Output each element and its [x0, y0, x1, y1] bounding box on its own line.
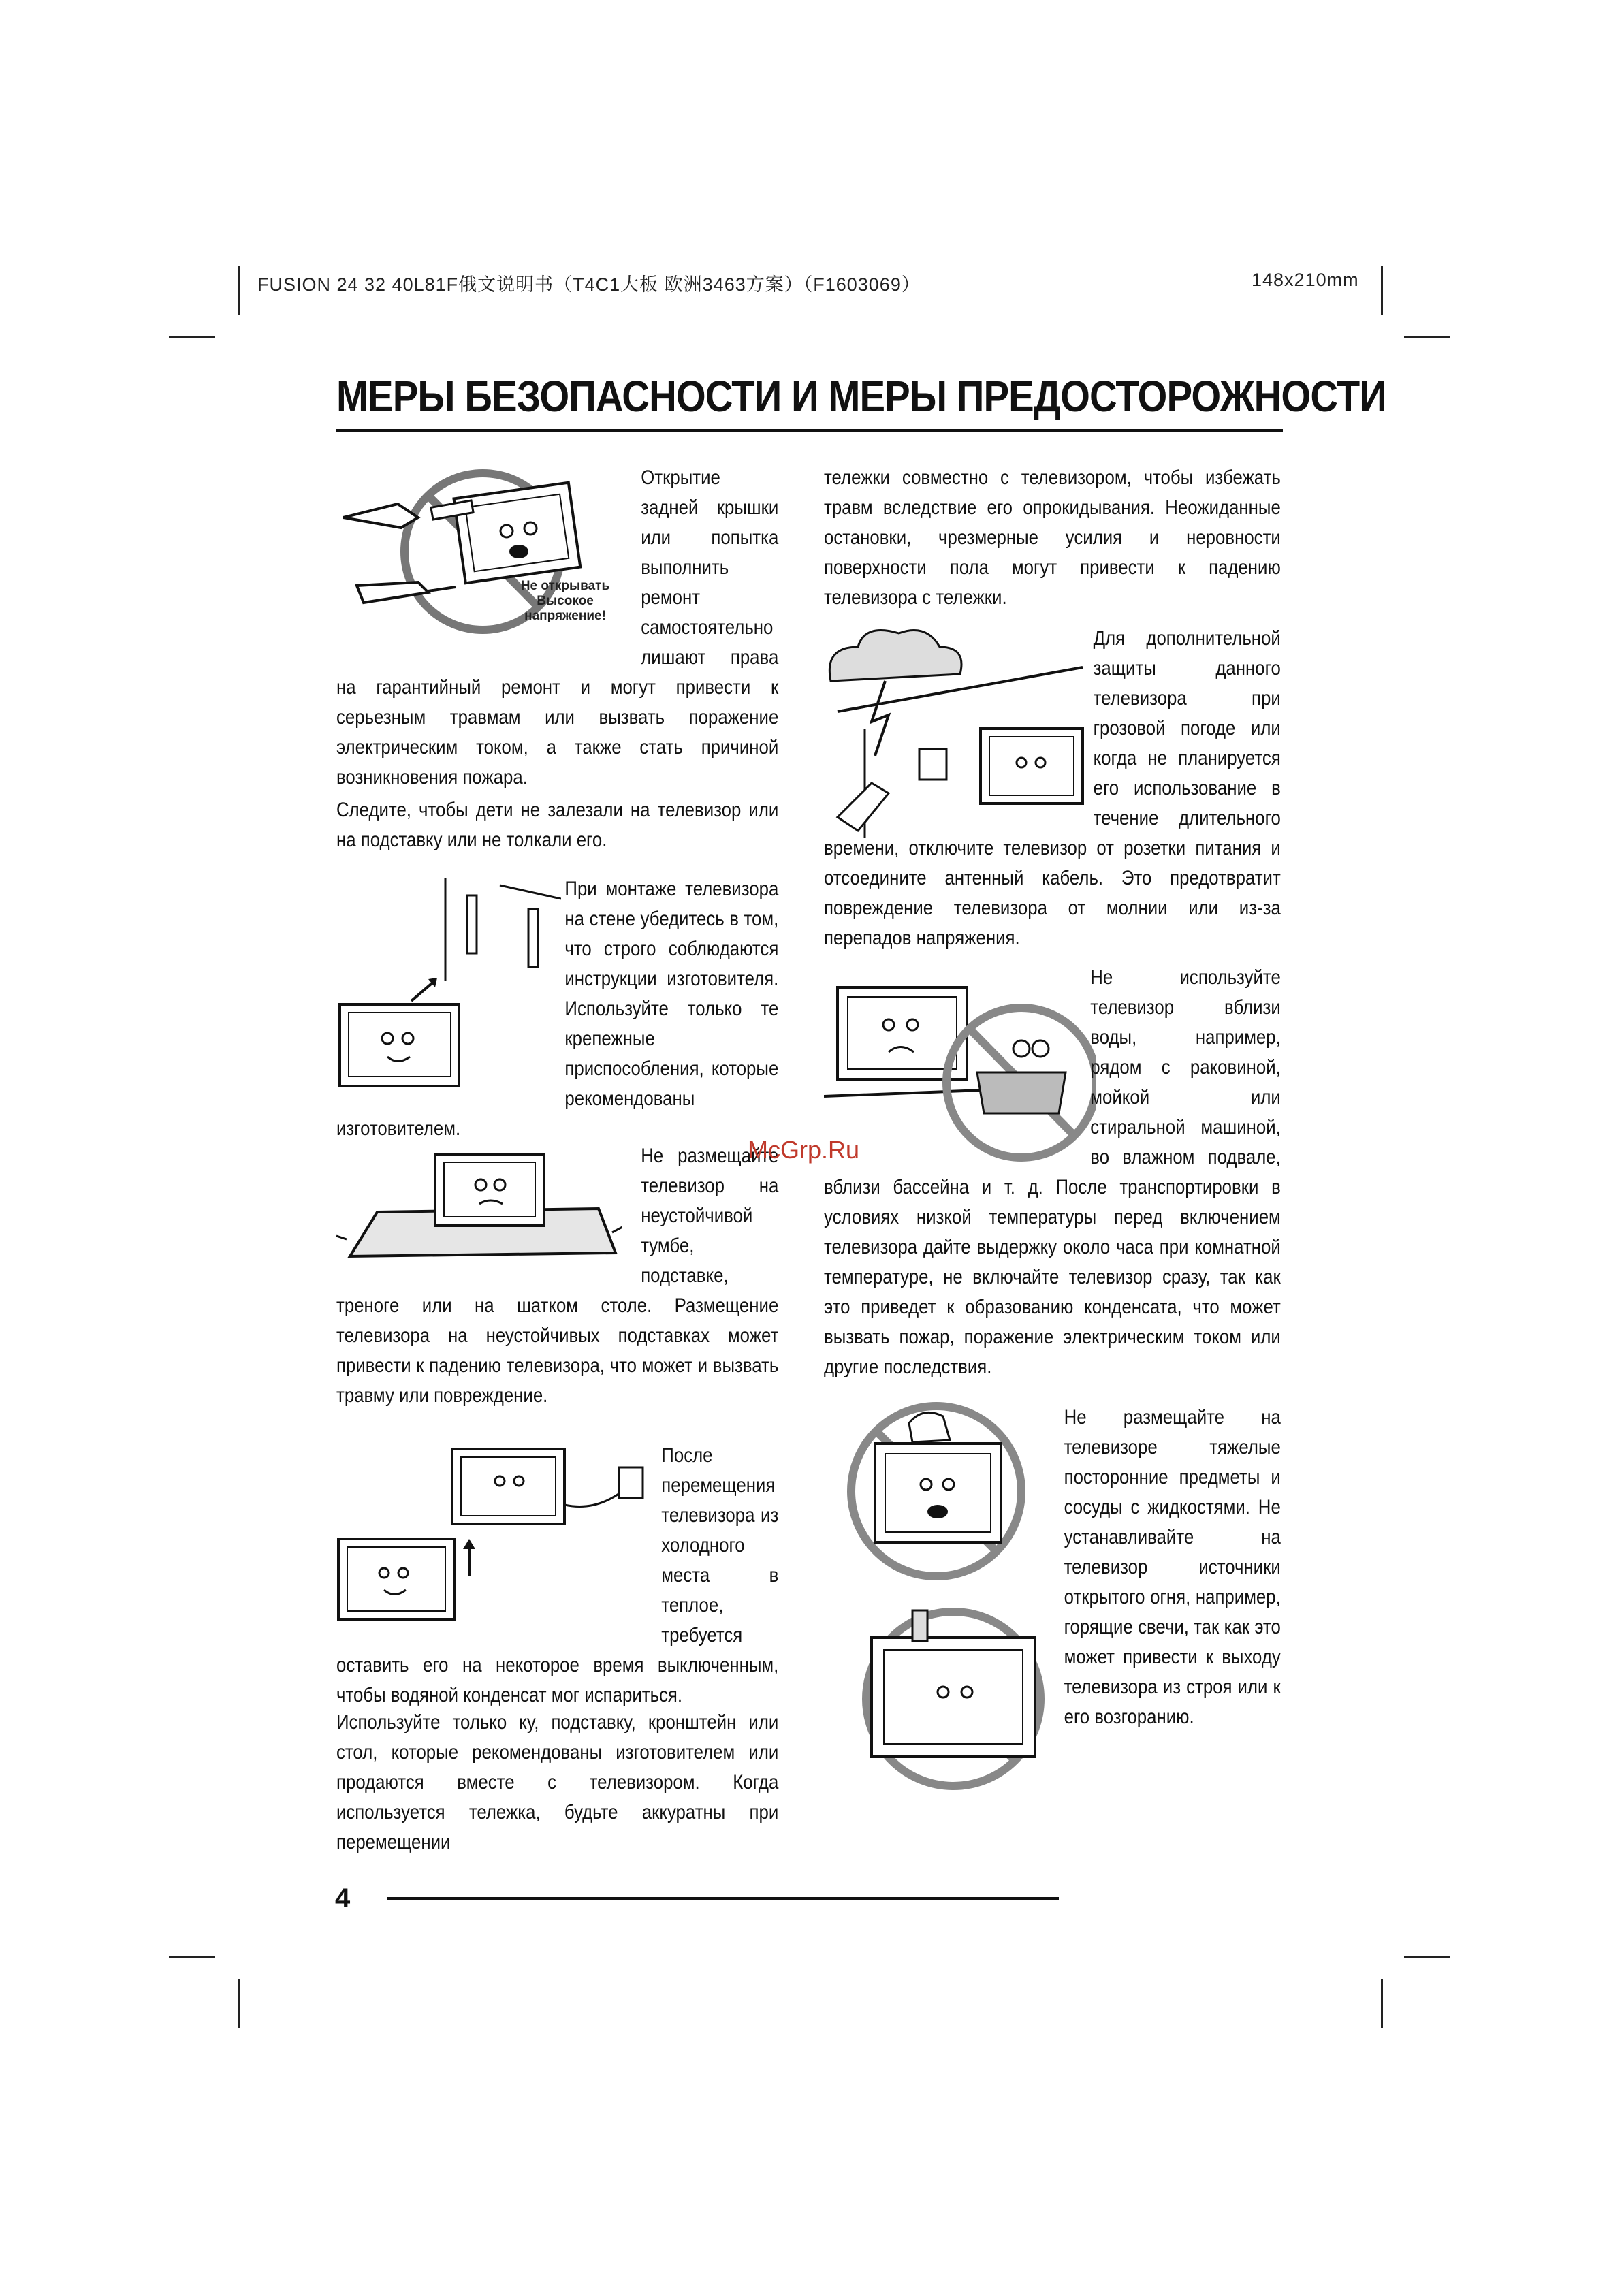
paragraph-unstable-stand — [336, 1141, 778, 1411]
float-spacer — [336, 1141, 641, 1291]
paragraph-text: При монтаже телевизора на стене убедитесь в том, что строго соблюдаются инструкции изготовителя. Используйте только те крепежные приспособления, которые рекомендованы изготовителем. — [336, 878, 779, 1140]
watermark-text: McGrp.Ru — [748, 1136, 860, 1164]
paragraph-back-cover — [336, 463, 778, 793]
title-underline — [336, 429, 1283, 432]
page-title: МЕРЫ БЕЗОПАСНОСТИ И МЕРЫ ПРЕДОСТОРОЖНОСТИ — [336, 372, 1386, 421]
float-spacer — [336, 463, 641, 647]
float-spacer — [336, 874, 564, 1114]
warning-caption: Не открывать Высокое напряжение! — [520, 579, 610, 623]
crop-mark — [238, 1979, 240, 2028]
float-spacer — [336, 1441, 661, 1631]
footer-rule — [387, 1897, 1059, 1900]
crop-mark — [169, 1956, 215, 1958]
paragraph-text: Не используйте телевизор вблизи воды, например, рядом с раковиной, мойкой или стиральной машиной, во влажном подвале, вблизи бассейна и т. д. После транспортировки в условиях низкой температуры перед включением телевизора дайте выдержку около часа при комнатной температуре, не включайте телевизор сразу, так как это приведет к образованию конденсата, что может вызвать пожар, поражение электрическим током или другие последствия. — [824, 966, 1281, 1378]
paragraph-text: Не размещайте на телевизоре тяжелые посторонние предметы и сосуды с жидкостями. Не устанавливайте на телевизор источники открытого огня, например, горящие свечи, так как это может привести к выходу телевизора из строя или к его возгоранию. — [1064, 1406, 1281, 1728]
float-spacer — [824, 963, 1090, 1171]
paragraph-cart: тележки совместно с телевизором, чтобы избежать травм вследствие его опрокидывания. Неожиданные остановки, чрезмерные усилия и неровности поверхности пола могут привести к падению телевизора с тележки. — [824, 466, 1281, 609]
paragraph-children: Следите, чтобы дети не залезали на телевизор или на подставку или не толкали его. — [336, 799, 779, 851]
paragraph-lightning — [824, 624, 1281, 953]
crop-mark — [169, 336, 215, 338]
paragraph-text: После перемещения телевизора из холодного места в теплое, требуется оставить его на некоторое время выключенным, чтобы водяной конденсат мог испариться. — [336, 1444, 779, 1706]
crop-mark — [238, 266, 240, 315]
paragraph-water — [824, 963, 1281, 1382]
float-spacer — [824, 1403, 1064, 1811]
crop-mark — [1381, 1979, 1383, 2028]
paragraph-heavy-objects — [824, 1403, 1281, 1811]
paragraph-text: Не размещайте телевизор на неустойчивой тумбе, подставке, треноге или на шатком столе. Размещение телевизора на неустойчивых подставках может привести к падению телевизора, что может и вызвать травму или повреждение. — [336, 1145, 779, 1407]
paragraph-accessories: Используйте только ку, подставку, кронштейн или стол, которые рекомендованы изготовителем или продаются вместе с телевизором. Когда используется тележка, будьте аккуратны при перемещении — [336, 1711, 779, 1853]
document-code: FUSION 24 32 40L81F俄文说明书（T4C1大板 欧洲3463方案）（F1603069） — [257, 274, 921, 295]
crop-mark — [1381, 266, 1383, 315]
float-spacer — [824, 624, 1094, 833]
paragraph-cold-to-warm — [336, 1441, 778, 1710]
page-size-label: 148x210mm — [1252, 270, 1359, 290]
paragraph-wall-mount — [336, 874, 778, 1144]
crop-mark — [1404, 1956, 1450, 1958]
paragraph-text: Для дополнительной защиты данного телевизора при грозовой погоде или когда не планируется его использование в течение длительного времени, отключите телевизор от розетки питания и отсоедините антенный кабель. Это предотвратит повреждение телевизора от молнии или из-за перепадов напряжения. — [824, 627, 1281, 949]
paragraph-text: Открытие задней крышки или попытка выполнить ремонт самостоятельно лишают права на гарантийный ремонт и могут привести к серьезным травмам или вызвать поражение электрическим током, а также стать причиной возникновения пожара. — [336, 466, 779, 788]
page-number: 4 — [335, 1883, 351, 1913]
crop-mark — [1404, 336, 1450, 338]
